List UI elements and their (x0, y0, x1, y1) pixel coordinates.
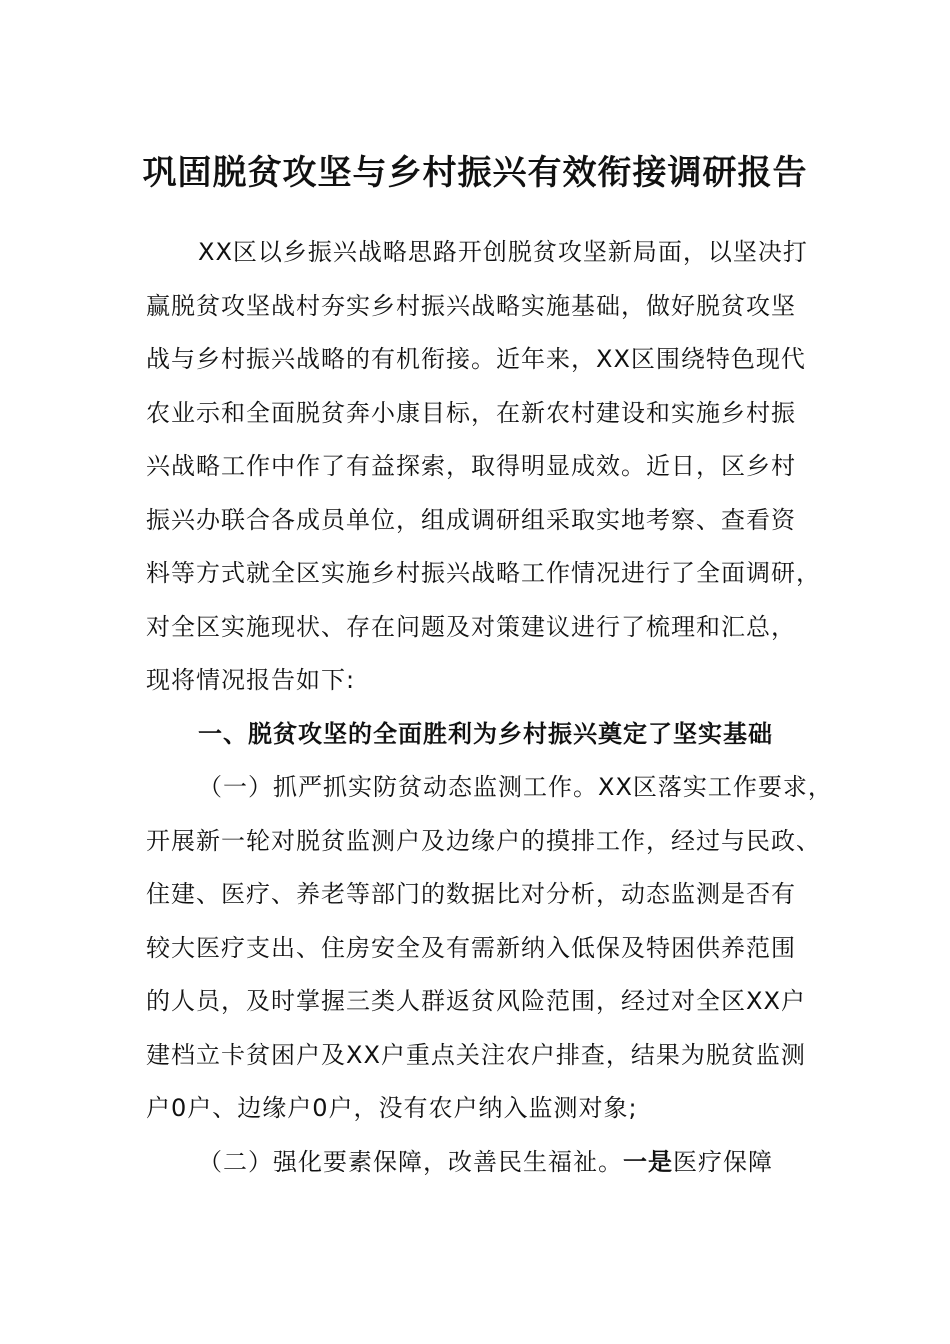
paragraph-line: 建档立卡贫困户及XX户重点关注农户排查，结果为脱贫监测 (146, 1040, 806, 1069)
section-heading: 一、脱贫攻坚的全面胜利为乡村振兴奠定了坚实基础 (198, 719, 773, 748)
paragraph-line: XX区以乡振兴战略思路开创脱贫攻坚新局面，以坚决打 (198, 238, 808, 266)
paragraph-line: 的人员，及时掌握三类人群返贫风险范围，经过对全区XX户 (146, 987, 806, 1015)
paragraph-line: （一）抓严抓实防贫动态监测工作。XX区落实工作要求， (198, 773, 833, 801)
paragraph-line: 赢脱贫攻坚战村夯实乡村振兴战略实施基础，做好脱贫攻坚 (146, 291, 796, 320)
intro-paragraph (146, 226, 833, 1189)
paragraph-line: 较大医疗支出、住房安全及有需新纳入低保及特困供养范围 (146, 933, 796, 962)
paragraph-line: 对全区实施现状、存在问题及对策建议进行了梳理和汇总， (146, 612, 796, 641)
paragraph-line: 开展新一轮对脱贫监测户及边缘户的摸排工作，经过与民政、 (146, 826, 821, 855)
paragraph-line: 农业示和全面脱贫奔小康目标，在新农村建设和实施乡村振 (146, 398, 796, 427)
document-title: 巩固脱贫攻坚与乡村振兴有效衔接调研报告 (142, 153, 808, 193)
subsection-text: 医疗保障 (673, 1147, 773, 1176)
emphasis-text: 一是 (623, 1147, 673, 1176)
paragraph-line: 住建、医疗、养老等部门的数据比对分析，动态监测是否有 (146, 880, 796, 908)
paragraph-line: 现将情况报告如下: (146, 666, 356, 694)
subsection-lead: （二）强化要素保障，改善民生福祉。 (198, 1147, 623, 1176)
paragraph-line: 兴战略工作中作了有益探索，取得明显成效。近日，区乡村 (146, 452, 796, 480)
paragraph-line (146, 1136, 826, 1190)
paragraph-line: 户0户、边缘户0户，没有农户纳入监测对象; (146, 1094, 638, 1122)
paragraph-line: 料等方式就全区实施乡村振兴战略工作情况进行了全面调研， (146, 559, 821, 587)
paragraph-line: 战与乡村振兴战略的有机衔接。近年来，XX区围绕特色现代 (146, 345, 806, 373)
paragraph-line: 振兴办联合各成员单位，组成调研组采取实地考察、查看资 (146, 505, 796, 534)
